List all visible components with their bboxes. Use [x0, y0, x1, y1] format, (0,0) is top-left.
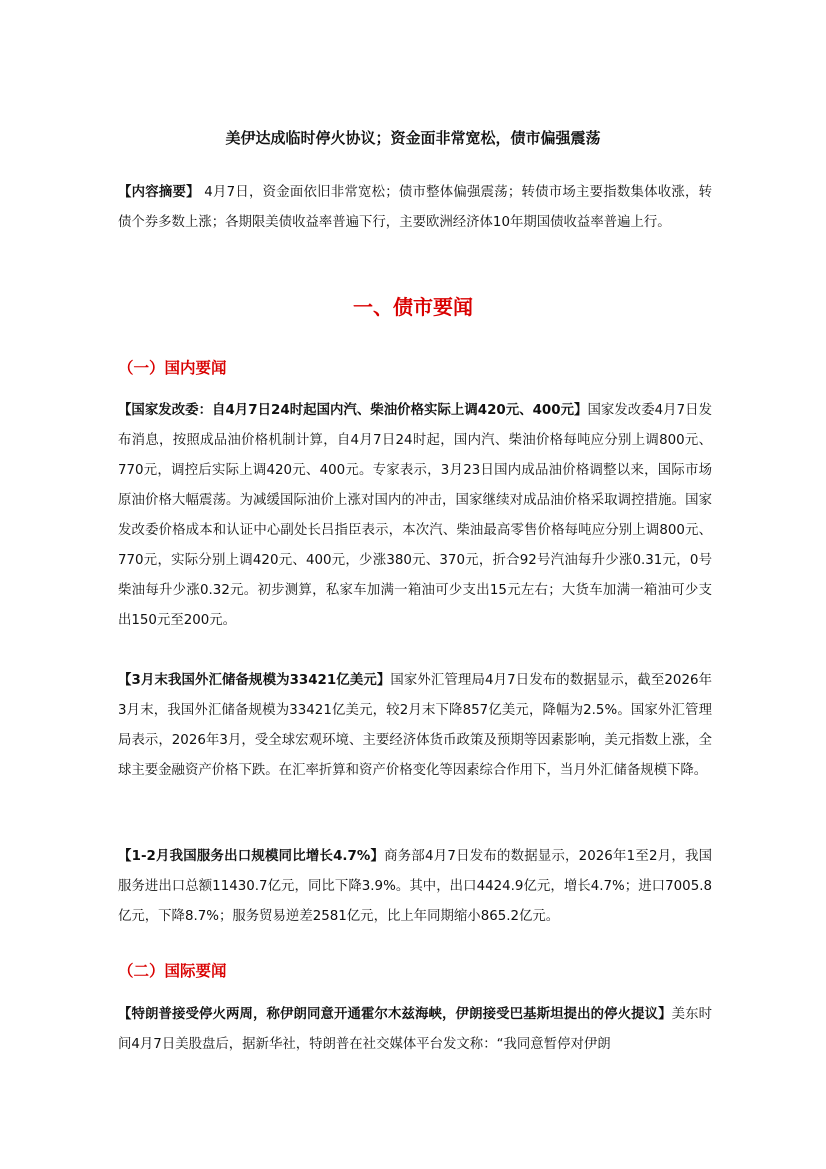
- news-item-service-exports: [118, 842, 712, 932]
- news-item-ceasefire: [118, 1000, 712, 1068]
- news-body: 美东时间4月7日美股盘后，据新华社，特朗普在社交媒体平台发文称：“我同意暂停对伊朗: [118, 1007, 712, 1052]
- news-body: 商务部4月7日发布的数据显示，2026年1至2月，我国服务进出口总额11430.7亿元，同比下降3.9%。其中，出口4424.9亿元，增长4.7%；进口7005.8亿元，下降8.7%；服务贸易逆差2581亿元，比上年同期缩小865.2亿元。: [118, 849, 712, 924]
- subsection-title-domestic: （一）国内要闻: [118, 359, 227, 377]
- summary-text: 4月7日，资金面依旧非常宽松；债市整体偏强震荡；转债市场主要指数集体收涨，转债个券多数上涨；各期限美债收益率普遍下行，主要欧洲经济体10年期国债收益率普遍上行。: [118, 185, 712, 230]
- news-item-fuel-price: [118, 396, 712, 636]
- summary-label: 【内容摘要】: [118, 185, 200, 200]
- news-headline: 【国家发改委：自4月7日24时起国内汽、柴油价格实际上调420元、400元】: [118, 403, 588, 418]
- news-headline: 【1-2月我国服务出口规模同比增长4.7%】: [118, 849, 385, 864]
- subsection-title-international: （二）国际要闻: [118, 962, 227, 980]
- section-title-bond-news: 一、债市要闻: [353, 295, 473, 319]
- news-body: 国家发改委4月7日发布消息，按照成品油价格机制计算，自4月7日24时起，国内汽、柴油价格每吨应分别上调800元、770元，调控后实际上调420元、400元。专家表示，3月23日国内成品油价格调整以来，国际市场原油价格大幅震荡。为减缓国际油价上涨对国内的冲击，国家继续对成品油价格采取调控措施。国家发改委价格成本和认证中心副处长吕指臣表示，本次汽、柴油最高零售价格每吨应分别上调800元、770元，实际分别上调420元、400元，少涨380元、370元，折合92号汽油每升少涨0.31元，0号柴油每升少涨0.32元。初步测算，私家车加满一箱油可少支出15元左右；大货车加满一箱油可少支出150元至200元。: [118, 403, 713, 628]
- summary-paragraph: [118, 178, 712, 238]
- news-body: 国家外汇管理局4月7日发布的数据显示，截至2026年3月末，我国外汇储备规模为33421亿美元，较2月末下降857亿美元，降幅为2.5%。国家外汇管理局表示，2026年3月，受全球宏观环境、主要经济体货币政策及预期等因素影响，美元指数上涨，全球主要金融资产价格下跌。在汇率折算和资产价格变化等因素综合作用下，当月外汇储备规模下降。: [118, 673, 713, 778]
- news-headline: 【特朗普接受停火两周，称伊朗同意开通霍尔木兹海峡，伊朗接受巴基斯坦提出的停火提议】: [118, 1007, 672, 1022]
- news-item-fx-reserves: [118, 666, 712, 786]
- news-headline: 【3月末我国外汇储备规模为33421亿美元】: [118, 673, 391, 688]
- document-title: 美伊达成临时停火协议；资金面非常宽松，债市偏强震荡: [225, 129, 601, 147]
